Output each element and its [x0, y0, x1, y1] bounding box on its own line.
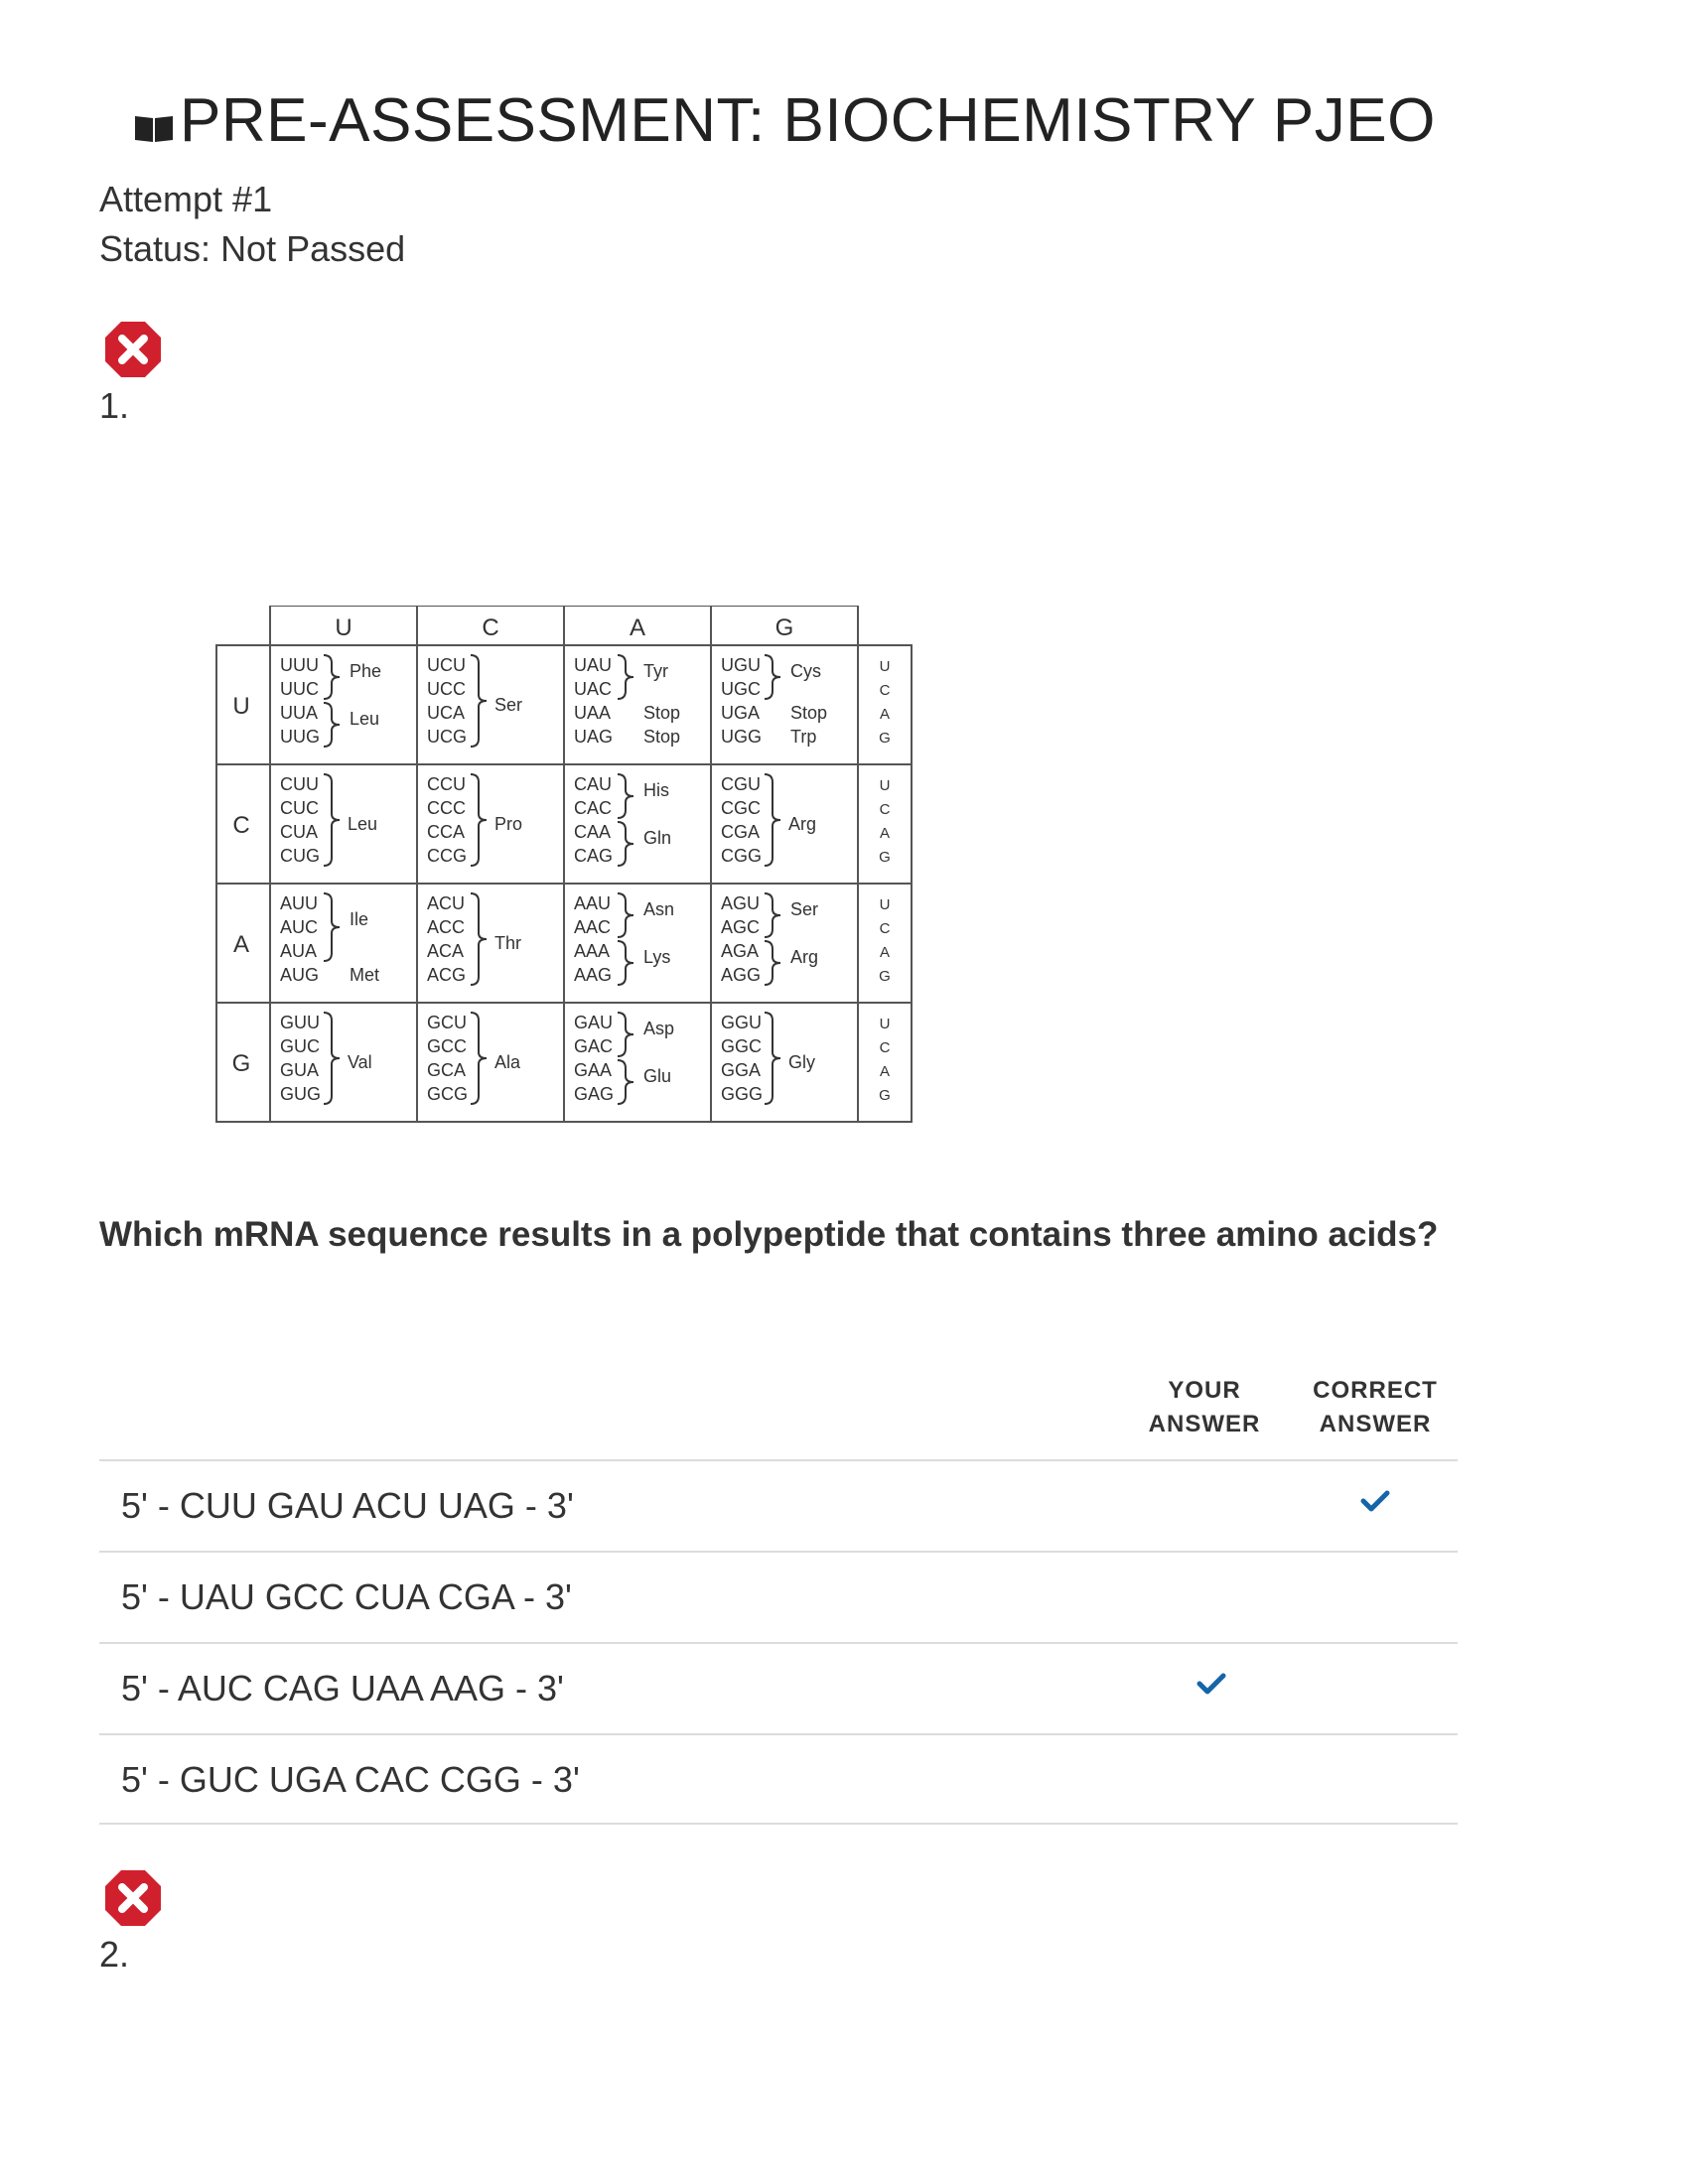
amino-acid-label: His: [643, 780, 669, 800]
codon-label: AUU: [280, 893, 319, 913]
codon-label: AGC: [721, 917, 761, 937]
codon-label: UUA: [280, 703, 319, 723]
amino-acid-label: Gln: [643, 828, 672, 848]
codon-label: UCU: [427, 655, 466, 675]
amino-acid-label: Met: [350, 965, 380, 985]
amino-acid-label: Arg: [790, 947, 819, 967]
codon-label: GAU: [574, 1013, 614, 1032]
brace-mark: [618, 941, 633, 985]
brace-mark: [618, 774, 633, 818]
answer-option: [99, 1459, 1458, 1551]
codon-label: CAC: [574, 798, 613, 818]
amino-acid-label: Asn: [643, 899, 675, 919]
codon-label: GGA: [721, 1060, 762, 1080]
answer-option: [99, 1642, 1458, 1733]
codon-label: ACU: [427, 893, 466, 913]
brace-mark: [618, 655, 633, 699]
brace-mark: [765, 941, 780, 985]
question-number: 2.: [99, 1934, 130, 1975]
answer-option: [99, 1551, 1458, 1642]
codon-label: UCG: [427, 727, 467, 747]
codon-label: ACG: [427, 965, 467, 985]
codon-label: GCU: [427, 1013, 467, 1032]
codon-label: AAG: [574, 965, 613, 985]
amino-acid-label: Glu: [643, 1066, 672, 1086]
amino-acid-label: Leu: [348, 814, 378, 834]
codon-label: CCU: [427, 774, 466, 794]
brace-mark: [471, 1013, 487, 1104]
first-base-label: C: [232, 812, 250, 839]
amino-acid-label: Gly: [788, 1052, 815, 1072]
brace-mark: [471, 774, 487, 866]
answer-list: [99, 1459, 1458, 1825]
third-base-label: C: [879, 1039, 891, 1056]
codon-label: GGC: [721, 1036, 763, 1056]
codon-label: UCC: [427, 679, 466, 699]
codon-label: GCC: [427, 1036, 467, 1056]
third-base-label: A: [879, 706, 891, 723]
correct-answer-check-icon: [1360, 1489, 1390, 1513]
third-base-label: C: [879, 920, 891, 937]
codon-label: GUG: [280, 1084, 322, 1104]
codon-label: CGA: [721, 822, 761, 842]
book-icon: [134, 113, 174, 143]
question-number: 1.: [99, 385, 130, 426]
third-base-label: A: [879, 825, 891, 842]
codon-label: CUG: [280, 846, 320, 866]
answer-option-text: 5' - GUC UGA CAC CGG - 3': [121, 1759, 580, 1800]
your-answer-header: [1135, 1374, 1274, 1441]
amino-acid-label: Cys: [790, 661, 821, 681]
codon-label: CAA: [574, 822, 612, 842]
amino-acid-label: Lys: [643, 947, 671, 967]
codon-label: UUG: [280, 727, 320, 747]
third-base-label: G: [879, 849, 891, 866]
codon-label: CUU: [280, 774, 319, 794]
second-base-label: G: [774, 614, 794, 641]
amino-acid-label: Ser: [790, 899, 819, 919]
codon-label: AAU: [574, 893, 612, 913]
third-base-label: G: [879, 730, 891, 747]
amino-acid-label: Stop: [643, 727, 681, 747]
amino-acid-label: Asp: [643, 1019, 675, 1038]
codon-label: AGA: [721, 941, 760, 961]
incorrect-icon: [103, 1868, 163, 1928]
codon-label: GCG: [427, 1084, 469, 1104]
amino-acid-label: Phe: [350, 661, 382, 681]
second-base-label: U: [335, 614, 352, 641]
amino-acid-label: Ile: [350, 909, 369, 929]
codon-label: AGU: [721, 893, 761, 913]
codon-label: GUC: [280, 1036, 320, 1056]
amino-acid-label: Leu: [350, 709, 380, 729]
amino-acid-label: Trp: [790, 727, 817, 747]
your-answer-check-icon: [1196, 1672, 1226, 1696]
codon-label: CGC: [721, 798, 761, 818]
brace-mark: [324, 703, 340, 747]
brace-mark: [765, 774, 780, 866]
codon-label: UUC: [280, 679, 319, 699]
brace-mark: [324, 774, 340, 866]
status-label: Status: Not Passed: [99, 228, 406, 269]
brace-mark: [765, 893, 780, 937]
third-base-label: G: [879, 1087, 891, 1104]
amino-acid-label: Stop: [643, 703, 681, 723]
first-base-label: A: [232, 931, 250, 958]
codon-label: UCA: [427, 703, 466, 723]
third-base-label: U: [879, 777, 891, 794]
amino-acid-label: Arg: [788, 814, 817, 834]
codon-label: CGG: [721, 846, 763, 866]
question-prompt: Which mRNA sequence results in a polypeptide that contains three amino acids?: [99, 1215, 1439, 1254]
answer-option-text: 5' - CUU GAU ACU UAG - 3': [121, 1485, 574, 1526]
codon-label: CCA: [427, 822, 466, 842]
codon-label: UGU: [721, 655, 761, 675]
third-base-label: C: [879, 682, 891, 699]
codon-label: AUA: [280, 941, 318, 961]
codon-label: GAA: [574, 1060, 613, 1080]
second-base-label: A: [629, 614, 646, 641]
codon-label: CUC: [280, 798, 319, 818]
correct-answer-header: [1301, 1374, 1450, 1441]
amino-acid-label: Stop: [790, 703, 828, 723]
third-base-label: A: [879, 944, 891, 961]
codon-label: CGU: [721, 774, 761, 794]
page-title: [134, 85, 1436, 156]
codon-label: UUU: [280, 655, 319, 675]
codon-label: GUA: [280, 1060, 320, 1080]
third-base-label: U: [879, 658, 891, 675]
amino-acid-label: Pro: [494, 814, 523, 834]
codon-label: GGU: [721, 1013, 763, 1032]
codon-label: GCA: [427, 1060, 467, 1080]
answer-option-text: 5' - AUC CAG UAA AAG - 3': [121, 1668, 564, 1708]
codon-table-figure: [214, 606, 914, 1127]
codon-label: AGG: [721, 965, 762, 985]
brace-mark: [618, 893, 633, 937]
amino-acid-label: Tyr: [643, 661, 668, 681]
your-answer-header-text: YOUR ANSWER: [1148, 1377, 1261, 1437]
amino-acid-label: Val: [348, 1052, 372, 1072]
answer-option: [99, 1733, 1458, 1825]
brace-mark: [765, 1013, 780, 1104]
codon-label: ACC: [427, 917, 466, 937]
brace-mark: [324, 893, 340, 961]
codon-label: AAC: [574, 917, 612, 937]
codon-label: UGA: [721, 703, 761, 723]
correct-answer-header-text: CORRECT ANSWER: [1313, 1377, 1438, 1437]
codon-label: GGG: [721, 1084, 764, 1104]
codon-label: GAC: [574, 1036, 614, 1056]
brace-mark: [618, 1060, 633, 1104]
brace-mark: [618, 822, 633, 866]
codon-label: UAG: [574, 727, 614, 747]
codon-label: ACA: [427, 941, 465, 961]
codon-label: CCC: [427, 798, 466, 818]
codon-label: GAG: [574, 1084, 615, 1104]
amino-acid-label: Ser: [494, 695, 523, 715]
amino-acid-label: Ala: [494, 1052, 521, 1072]
amino-acid-label: Thr: [494, 933, 521, 953]
codon-label: AAA: [574, 941, 611, 961]
codon-label: UGG: [721, 727, 763, 747]
codon-label: CAU: [574, 774, 613, 794]
third-base-label: G: [879, 968, 891, 985]
codon-label: GUU: [280, 1013, 320, 1032]
attempt-label: Attempt #1: [99, 179, 273, 219]
first-base-label: G: [231, 1050, 251, 1077]
brace-mark: [471, 893, 487, 985]
codon-label: UAU: [574, 655, 613, 675]
first-base-label: U: [232, 693, 250, 720]
third-base-label: C: [879, 801, 891, 818]
codon-label: CCG: [427, 846, 467, 866]
codon-label: AUC: [280, 917, 319, 937]
codon-label: UGC: [721, 679, 761, 699]
brace-mark: [471, 655, 487, 747]
brace-mark: [324, 1013, 340, 1104]
codon-label: AUG: [280, 965, 320, 985]
brace-mark: [324, 655, 340, 699]
brace-mark: [618, 1013, 633, 1056]
codon-label: UAC: [574, 679, 613, 699]
incorrect-icon: [103, 320, 163, 379]
third-base-label: A: [879, 1063, 891, 1080]
brace-mark: [765, 655, 780, 699]
page-title-text: PRE-ASSESSMENT: BIOCHEMISTRY PJEO: [180, 86, 1436, 155]
codon-label: CAG: [574, 846, 614, 866]
second-base-label: C: [482, 614, 499, 641]
answer-option-text: 5' - UAU GCC CUA CGA - 3': [121, 1576, 572, 1617]
third-base-label: U: [879, 896, 891, 913]
codon-label: CUA: [280, 822, 319, 842]
third-base-label: U: [879, 1016, 891, 1032]
codon-label: UAA: [574, 703, 612, 723]
